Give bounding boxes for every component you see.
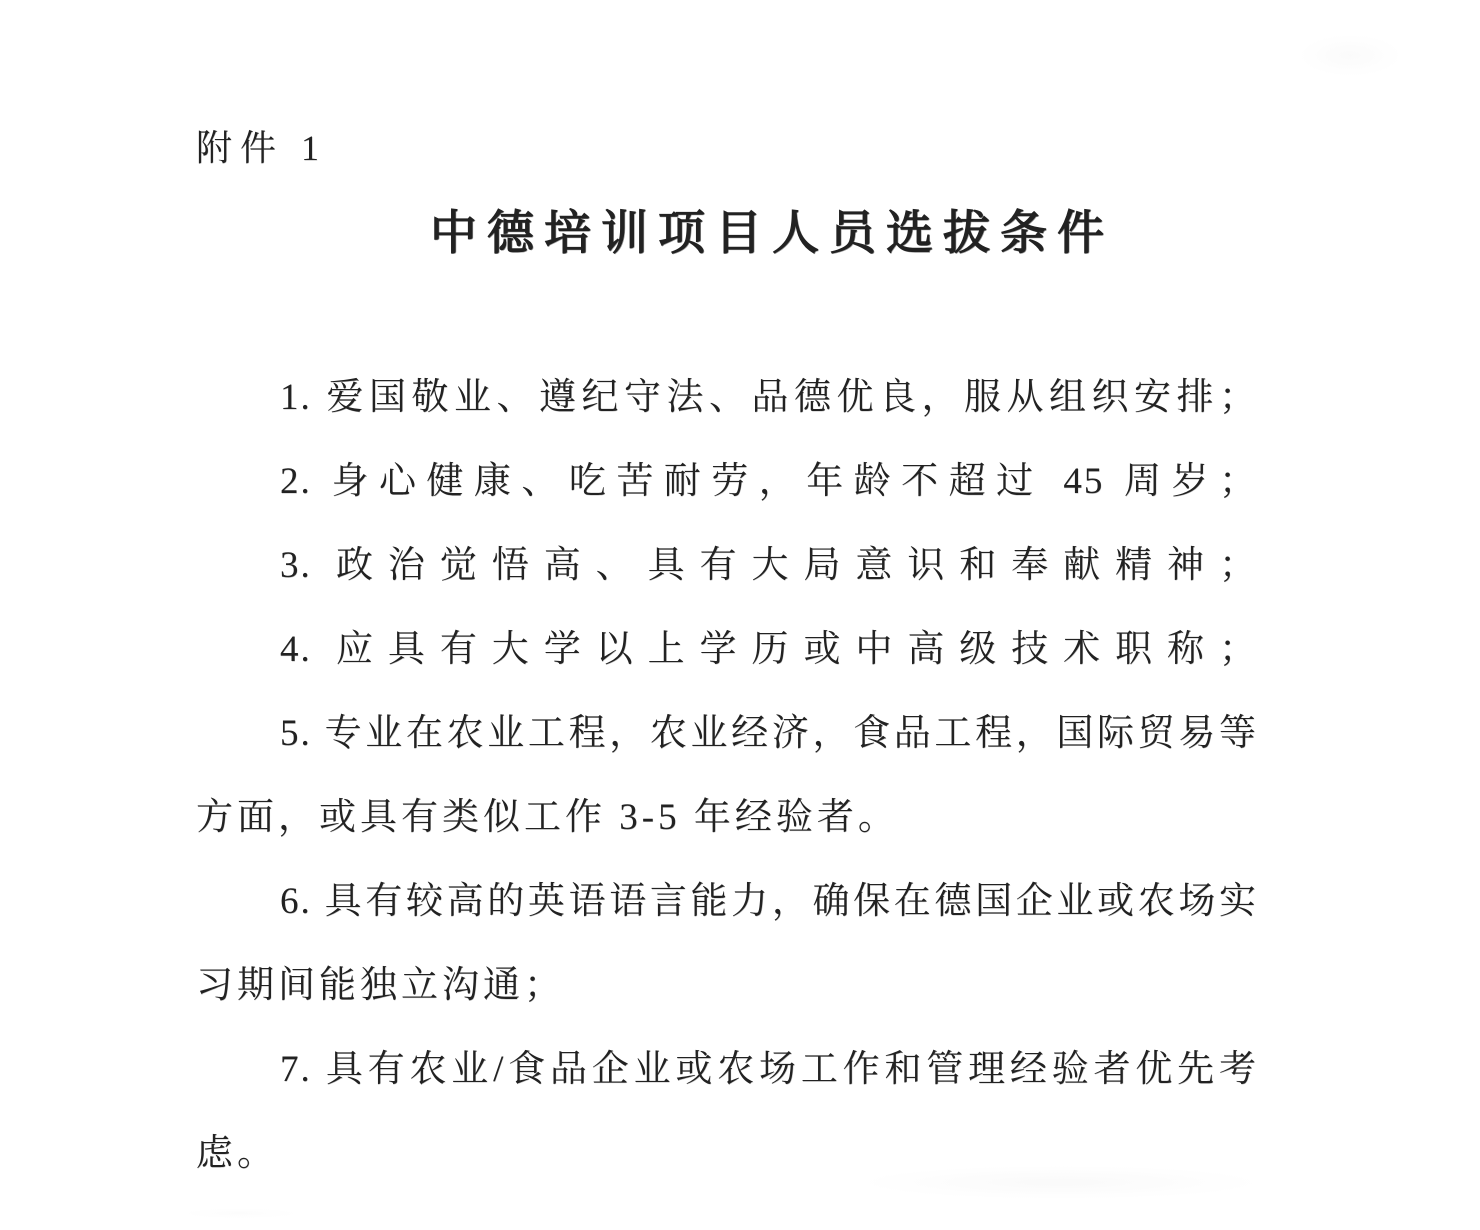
document-line: 3. 政治觉悟高、具有大局意识和奉献精神； [280,545,1258,586]
document-line: 6. 具有较高的英语语言能力，确保在德国企业或农场实 [280,881,1258,922]
document-line: 2. 身心健康、吃苦耐劳，年龄不超过 45 周岁； [280,461,1258,502]
document-line: 方面，或具有类似工作 3-5 年经验者。 [196,797,899,838]
criteria-item-1 [196,356,1258,440]
attachment-label: 附件 1 [196,128,328,168]
criteria-item-3 [196,524,1258,608]
document-line: 4. 应具有大学以上学历或中高级技术职称； [280,629,1258,670]
document-body [196,356,1258,1196]
document-line: 1. 爱国敬业、遵纪守法、品德优良，服从组织安排； [280,377,1258,418]
document-line: 5. 专业在农业工程，农业经济，食品工程，国际贸易等 [280,713,1258,754]
scan-artifact [90,1200,390,1226]
scan-artifact [1240,10,1460,100]
document-line: 虑。 [196,1133,278,1174]
criteria-item-2 [196,440,1258,524]
document-line: 习期间能独立沟通； [196,965,565,1006]
document-title: 中德培训项目人员选拔条件 [430,208,1114,260]
criteria-item-5 [196,692,1258,860]
criteria-item-6 [196,860,1258,1028]
criteria-item-4 [196,608,1258,692]
criteria-item-7 [196,1028,1258,1196]
document-line: 7. 具有农业/食品企业或农场工作和管理经验者优先考 [280,1049,1258,1090]
